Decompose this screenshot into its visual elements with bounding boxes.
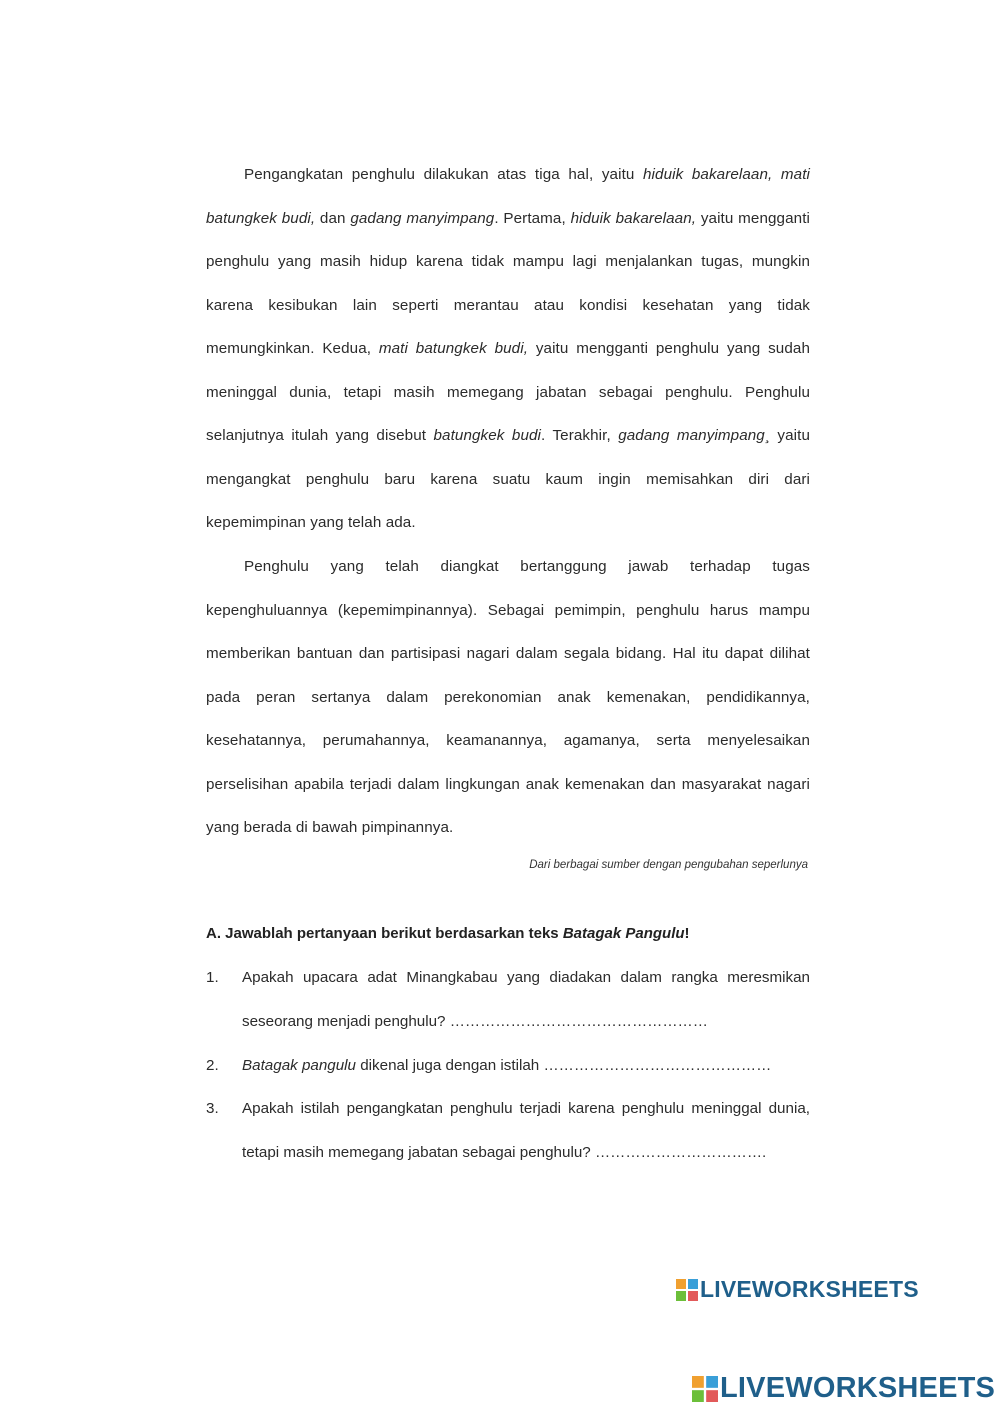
question-number: 1. xyxy=(206,969,219,986)
question-number: 2. xyxy=(206,1057,219,1074)
liveworksheets-icon xyxy=(676,1279,698,1301)
question-3 xyxy=(206,1087,810,1174)
question-1 xyxy=(206,956,810,1043)
liveworksheets-icon xyxy=(692,1376,718,1402)
source-note: Dari berbagai sumber dengan pengubahan seperlunya xyxy=(529,859,808,871)
question-2 xyxy=(206,1044,810,1088)
question-text: Apakah istilah pengangkatan penghulu terjadi karena penghulu meninggal dunia, tetapi masih memegang jabatan sebagai penghulu? ……………………………. xyxy=(242,1100,810,1161)
paragraph-2: Penghulu yang telah diangkat bertanggung jawab terhadap tugas kepenghuluannya (kepemimpinannya). Sebagai pemimpin, penghulu harus mampu memberikan bantuan dan partisipasi nagari dalam segala bidang. Hal itu dapat dilihat pada peran sertanya dalam perekonomian anak kemenakan, pendidikannya, kesehatannya, perumahannya, keamanannya, agamanya, serta menyelesaikan perselisihan apabila terjadi dalam lingkungan anak kemenakan dan masyarakat nagari yang berada di bawah pimpinannya. xyxy=(206,558,810,836)
question-text: Apakah upacara adat Minangkabau yang diadakan dalam rangka meresmikan seseorang menjadi penghulu? …………………………………………… xyxy=(242,969,810,1030)
question-text: Batagak pangulu dikenal juga dengan istilah ……………………………………… xyxy=(242,1057,772,1074)
question-number: 3. xyxy=(206,1100,219,1117)
liveworksheets-logo xyxy=(676,1276,919,1303)
section-heading: A. Jawablah pertanyaan berikut berdasarkan teks Batagak Pangulu! xyxy=(206,925,690,942)
brand-name: LIVEWORKSHEETS xyxy=(720,1372,996,1404)
liveworksheets-logo-footer xyxy=(692,1372,995,1405)
brand-name: LIVEWORKSHEETS xyxy=(700,1276,919,1302)
paragraph-1: Pengangkatan penghulu dilakukan atas tiga hal, yaitu hiduik bakarelaan, mati batungkek budi, dan gadang manyimpang. Pertama, hiduik bakarelaan, yaitu mengganti penghulu yang masih hidup karena tidak mampu lagi menjalankan tugas, mungkin karena kesibukan lain seperti merantau atau kondisi kesehatan yang tidak memungkinkan. Kedua, mati batungkek budi, yaitu mengganti penghulu yang sudah meninggal dunia, tetapi masih memegang jabatan sebagai penghulu. Penghulu selanjutnya itulah yang disebut batungkek budi. Terakhir, gadang manyimpang¸ yaitu mengangkat penghulu baru karena suatu kaum ingin memisahkan diri dari kepemimpinan yang telah ada. xyxy=(206,166,811,531)
